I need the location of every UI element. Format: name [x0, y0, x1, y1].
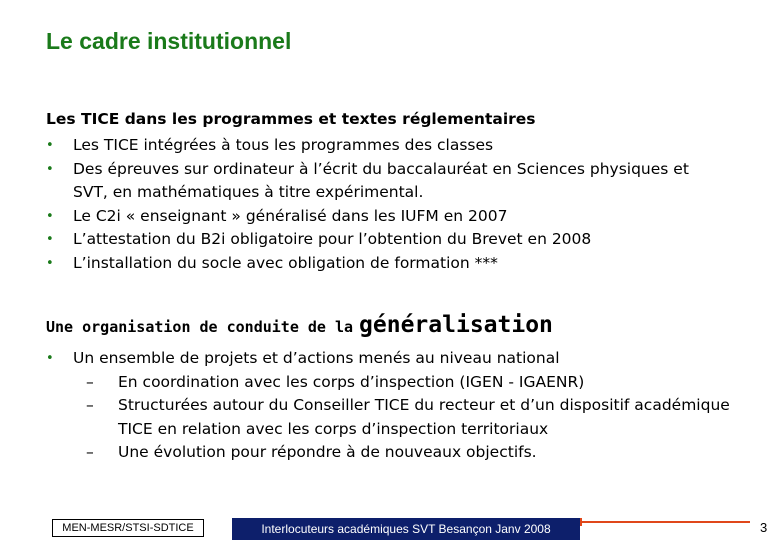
dash-icon: –	[86, 372, 94, 391]
sublist-item-text: En coordination avec les corps d’inspection (IGEN - IGAENR)	[118, 372, 585, 391]
bullet-icon: •	[46, 161, 54, 177]
section2-sublist	[80, 371, 746, 465]
section2-heading-big: généralisation	[359, 312, 553, 338]
sublist-item	[80, 441, 746, 465]
list-item	[46, 252, 726, 276]
bullet-icon: •	[46, 232, 54, 247]
list-item-text: Le C2i « enseignant » généralisé dans les IUFM en 2007	[73, 206, 508, 225]
bullet-icon: •	[46, 255, 54, 271]
list-item	[46, 158, 726, 205]
list-item-text: L’installation du socle avec obligation de formation ***	[73, 253, 498, 272]
list-item-text: Des épreuves sur ordinateur à l’écrit du baccalauréat en Sciences physiques et SVT, en mathématiques à titre expérimental.	[73, 159, 689, 201]
footer-left-label: MEN-MESR/STSI-SDTICE	[52, 519, 204, 537]
list-item-text: Les TICE intégrées à tous les programmes des classes	[73, 136, 494, 154]
sublist-item	[80, 371, 746, 395]
list-item	[46, 134, 726, 158]
bullet-icon: •	[46, 351, 54, 366]
sublist-item-text: Une évolution pour répondre à de nouveaux objectifs.	[118, 443, 537, 461]
sublist-item	[80, 394, 746, 441]
dash-icon: –	[86, 396, 94, 414]
section2-list	[46, 347, 746, 465]
list-item-text: L’attestation du B2i obligatoire pour l’obtention du Brevet en 2008	[73, 230, 592, 248]
list-item	[46, 228, 726, 252]
list-item	[46, 205, 726, 229]
section1-list	[46, 134, 726, 275]
footer-divider-line	[580, 521, 750, 523]
bullet-icon: •	[46, 138, 54, 153]
section2-heading-small: Une organisation de conduite de la	[46, 318, 354, 336]
footer-center-bar: Interlocuteurs académiques SVT Besançon Janv 2008	[232, 518, 580, 540]
sublist-item-text: Structurées autour du Conseiller TICE du recteur et d’un dispositif académique TICE en relation avec les corps d’inspection territoriaux	[118, 396, 730, 438]
list-item-text: Un ensemble de projets et d’actions menés au niveau national	[73, 349, 560, 367]
page-number: 3	[760, 520, 768, 535]
section1-heading: Les TICE dans les programmes et textes réglementaires	[46, 110, 536, 128]
bullet-icon: •	[46, 208, 54, 224]
sublist-holder	[46, 371, 746, 465]
section2-heading	[46, 312, 553, 338]
slide-title: Le cadre institutionnel	[46, 28, 292, 54]
dash-icon: –	[86, 443, 94, 461]
list-item	[46, 347, 746, 371]
